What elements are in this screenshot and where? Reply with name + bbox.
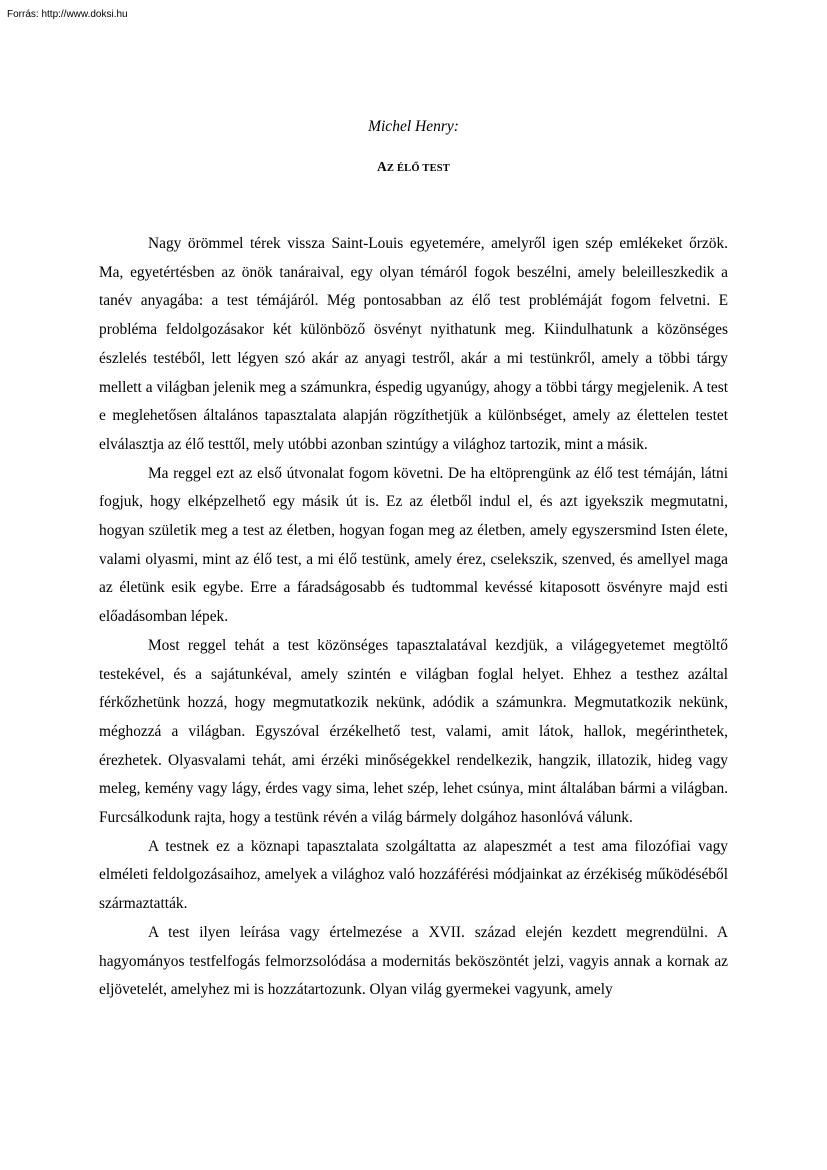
- source-line: Forrás: http://www.doksi.hu: [7, 9, 128, 20]
- document-title: [0, 159, 827, 175]
- paragraph-1: Nagy örömmel térek vissza Saint-Louis egyetemére, amelyről igen szép emlékeket őrzök. Ma, egyetértésben az önök tanáraival, egy olyan témáról fogok beszélni, amely beleilleszkedik a tanév anyagába: a test témájáról. Még pontosabban az élő test problémáját fogom felvetni. E probléma feldolgozásakor két különböző ösvényt nyithatunk meg. Kiindulhatunk a közönséges észlelés testéből, lett légyen szó akár az anyagi testről, akár a mi testünkről, amely a többi tárgy mellett a világban jelenik meg a számunkra, éspedig ugyanúgy, ahogy a többi tárgy megjelenik. A test e meglehetősen általános tapasztalata alapján rögzíthetjük a különbséget, amely az élettelen testet elválasztja az élő testtől, mely utóbbi azonban szintúgy a világhoz tartozik, mint a másik.: [99, 235, 728, 453]
- title-initial: A: [376, 159, 387, 174]
- title-rest: Z ÉLŐ TEST: [386, 163, 451, 174]
- body-text: [99, 230, 728, 1005]
- paragraph-4: A testnek ez a köznapi tapasztalata szolgáltatta az alapeszmét a test ama filozófiai vagy elméleti feldolgozásaihoz, amelyek a világhoz való hozzáférési módjainkat az érzékiség működéséből származtatták.: [99, 837, 728, 913]
- paragraph-5: A test ilyen leírása vagy értelmezése a XVII. század elején kezdett megrendülni. A hagyományos testfelfogás felmorzsolódása a modernitás beköszöntét jelzi, vagyis annak a kornak az eljövetelét, amelyhez mi is hozzátartozunk. Olyan világ gyermekei vagyunk, amely: [99, 923, 728, 999]
- paragraph-2: Ma reggel ezt az első útvonalat fogom követni. De ha eltöprengünk az élő test témáján, látni fogjuk, hogy elképzelhető egy másik út is. Ez az életből indul el, és azt igyekszik megmutatni, hogyan születik meg a test az életben, hogyan fogan meg az életben, amely egyszersmind Isten élete, valami olyasmi, mint az élő test, a mi élő testünk, amely érez, cselekszik, szenved, és amellyel maga az életünk esik egybe. Erre a fáradságosabb és tudtommal kevéssé kitaposott ösvényre majd esti előadásomban lépek.: [99, 464, 728, 626]
- author-name: Michel Henry:: [368, 118, 459, 135]
- paragraph-3: Most reggel tehát a test közönséges tapasztalatával kezdjük, a világegyetemet megtöltő testekével, és a sajátunkéval, amely szintén e világban foglal helyet. Ehhez a testhez azáltal férkőzhetünk hozzá, hogy megmutatkozik nekünk, adódik a számunkra. Megmutatkozik nekünk, méghozzá a világban. Egyszóval érzékelhető test, valami, amit látok, hallok, megérinthetek, érezhetek. Olyasvalami tehát, ami érzéki minőségekkel rendelkezik, hangzik, illatozik, hideg vagy meleg, kemény vagy lágy, érdes vagy sima, lehet szép, lehet csúnya, mint általában bármi a világban. Furcsálkodunk rajta, hogy a testünk révén a világ bármely dolgához hasonlóvá válunk.: [99, 636, 728, 827]
